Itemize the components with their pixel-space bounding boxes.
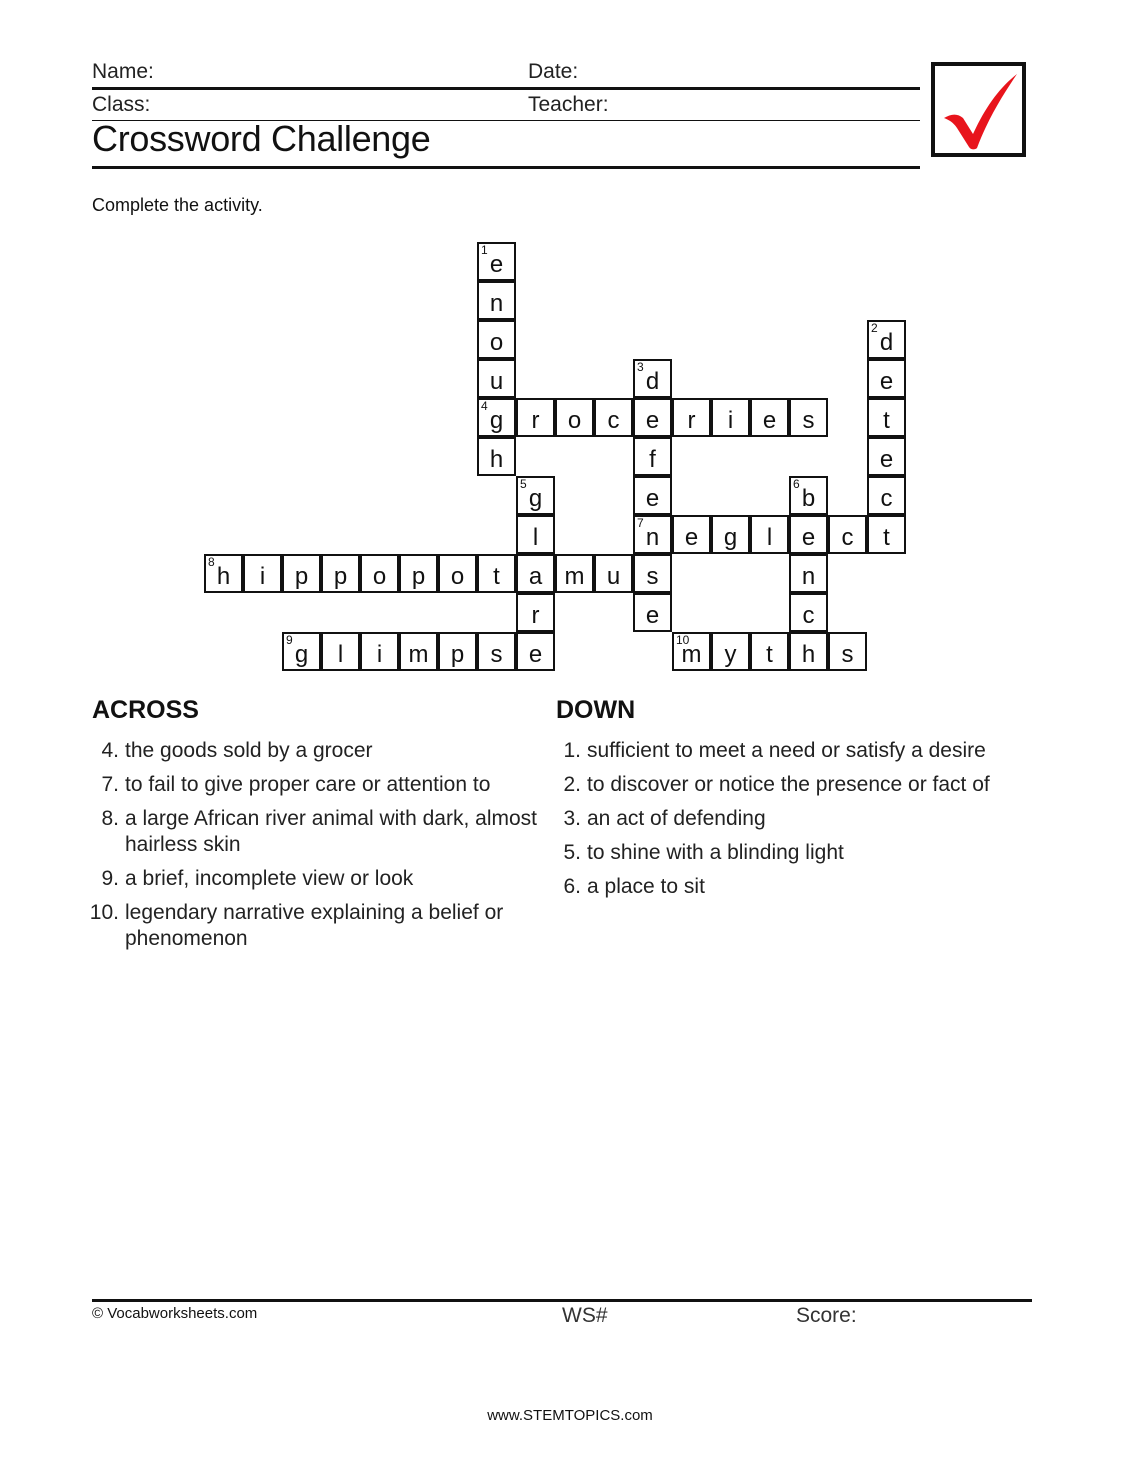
crossword-cell[interactable] — [711, 398, 750, 437]
cell-letter: u — [489, 368, 504, 395]
cell-letter: y — [724, 641, 737, 668]
crossword-cell[interactable] — [477, 398, 516, 437]
crossword-cell[interactable] — [633, 437, 672, 476]
crossword-cell[interactable] — [789, 632, 828, 671]
cell-letter: t — [883, 407, 890, 434]
cell-letter: r — [687, 407, 696, 434]
cell-letter: r — [531, 602, 540, 629]
cell-letter: n — [645, 524, 660, 551]
cell-letter: e — [762, 407, 777, 434]
cell-letter: m — [564, 563, 585, 590]
footer-rule — [92, 1299, 1032, 1302]
crossword-cell[interactable] — [594, 398, 633, 437]
crossword-cell[interactable] — [672, 515, 711, 554]
cell-letter: h — [216, 563, 231, 590]
across-clue: 7. to fail to give proper care or attention to — [101, 773, 491, 796]
crossword-cell[interactable] — [555, 398, 594, 437]
cell-letter: p — [450, 641, 465, 668]
cell-letter: d — [645, 368, 660, 395]
crossword-cell[interactable] — [516, 554, 555, 593]
cell-letter: e — [645, 485, 660, 512]
crossword-cell[interactable] — [789, 554, 828, 593]
cell-number: 8 — [208, 555, 215, 569]
cell-letter: e — [489, 251, 504, 278]
crossword-cell[interactable] — [516, 593, 555, 632]
crossword-cell[interactable] — [672, 398, 711, 437]
cell-letter: p — [333, 563, 348, 590]
crossword-cell[interactable] — [633, 476, 672, 515]
crossword-cell[interactable] — [789, 593, 828, 632]
cell-letter: t — [766, 641, 773, 668]
crossword-cell[interactable] — [750, 398, 789, 437]
crossword-cell[interactable] — [360, 632, 399, 671]
crossword-cell[interactable] — [828, 632, 867, 671]
cell-letter: l — [766, 524, 773, 551]
cell-letter: e — [879, 446, 894, 473]
crossword-cell[interactable] — [282, 632, 321, 671]
class-label: Class: — [92, 93, 151, 116]
cell-number: 6 — [793, 477, 800, 491]
across-clue: 10. legendary narrative explaining a belief or phenomenon — [89, 901, 504, 950]
crossword-cell[interactable] — [399, 554, 438, 593]
cell-letter: i — [376, 641, 383, 668]
cell-number: 4 — [481, 399, 488, 413]
down-clue: 3. an act of defending — [563, 807, 766, 830]
header-rule-3 — [92, 166, 920, 169]
crossword-cell[interactable] — [555, 554, 594, 593]
crossword-cell[interactable] — [750, 632, 789, 671]
crossword-cell[interactable] — [711, 515, 750, 554]
crossword-cell[interactable] — [282, 554, 321, 593]
across-clue: 4. the goods sold by a grocer — [101, 739, 373, 762]
teacher-label: Teacher: — [528, 93, 609, 116]
crossword-cell[interactable] — [477, 554, 516, 593]
crossword-cell[interactable] — [867, 476, 906, 515]
copyright: © Vocabworksheets.com — [92, 1305, 258, 1322]
crossword-cell[interactable] — [867, 515, 906, 554]
crossword-cell[interactable] — [243, 554, 282, 593]
logo — [931, 62, 1026, 157]
across-clue: 9. a brief, incomplete view or look — [101, 867, 414, 890]
cell-letter: n — [801, 563, 816, 590]
crossword-cell[interactable] — [399, 632, 438, 671]
crossword-cell[interactable] — [477, 632, 516, 671]
crossword-cell[interactable] — [789, 515, 828, 554]
crossword-cell[interactable] — [477, 359, 516, 398]
crossword-cell[interactable] — [438, 554, 477, 593]
cell-letter: s — [646, 563, 659, 590]
across-clues — [82, 738, 542, 960]
crossword-cell[interactable] — [477, 281, 516, 320]
cell-number: 7 — [637, 516, 644, 530]
cell-letter: b — [801, 485, 816, 512]
cell-letter: e — [879, 368, 894, 395]
crossword-cell[interactable] — [516, 398, 555, 437]
crossword-cell[interactable] — [633, 593, 672, 632]
crossword-cell[interactable] — [204, 554, 243, 593]
cell-number: 2 — [871, 321, 878, 335]
cell-letter: f — [649, 446, 656, 473]
crossword-cell[interactable] — [477, 320, 516, 359]
crossword-cell[interactable] — [711, 632, 750, 671]
crossword-cell[interactable] — [516, 515, 555, 554]
cell-letter: g — [489, 407, 504, 434]
cell-letter: a — [528, 563, 543, 590]
cell-letter: u — [606, 563, 621, 590]
crossword-cell[interactable] — [750, 515, 789, 554]
crossword-cell[interactable] — [477, 437, 516, 476]
down-clue: 6. a place to sit — [563, 875, 705, 898]
cell-letter: p — [411, 563, 426, 590]
page-title: Crossword Challenge — [92, 118, 431, 159]
instructions: Complete the activity. — [92, 195, 263, 215]
cell-letter: c — [880, 485, 893, 512]
cell-letter: h — [801, 641, 816, 668]
down-title: DOWN — [556, 696, 636, 724]
cell-letter: e — [645, 407, 660, 434]
cell-number: 1 — [481, 243, 488, 257]
crossword-cell[interactable] — [321, 554, 360, 593]
across-clue: 8. a large African river animal with dark, almost hairless skin — [101, 807, 537, 856]
site-link[interactable]: www.STEMTOPICS.com — [487, 1407, 653, 1424]
cell-letter: o — [372, 563, 387, 590]
down-clue: 1. sufficient to meet a need or satisfy a desire — [563, 739, 986, 762]
crossword-cell[interactable] — [789, 398, 828, 437]
across-title: ACROSS — [92, 696, 199, 724]
cell-number: 5 — [520, 477, 527, 491]
down-clue: 2. to discover or notice the presence or fact of — [563, 773, 990, 796]
cell-letter: s — [490, 641, 503, 668]
crossword-cell[interactable] — [360, 554, 399, 593]
crossword-cell[interactable] — [438, 632, 477, 671]
cell-letter: o — [450, 563, 465, 590]
cell-letter: g — [528, 485, 543, 512]
crossword-cell[interactable] — [867, 359, 906, 398]
cell-letter: l — [337, 641, 344, 668]
cell-letter: c — [802, 602, 815, 629]
cell-letter: s — [802, 407, 815, 434]
crossword-cell[interactable] — [594, 554, 633, 593]
cell-number: 10 — [676, 633, 690, 647]
crossword-cell[interactable] — [633, 554, 672, 593]
cell-letter: e — [528, 641, 543, 668]
crossword-cell[interactable] — [867, 320, 906, 359]
crossword-cell[interactable] — [516, 476, 555, 515]
down-clues — [544, 738, 1014, 908]
cell-letter: n — [489, 290, 504, 317]
crossword-cell[interactable] — [633, 515, 672, 554]
cell-letter: m — [408, 641, 429, 668]
cell-letter: c — [841, 524, 854, 551]
cell-letter: t — [883, 524, 890, 551]
cell-letter: h — [489, 446, 504, 473]
ws-label: WS# — [562, 1304, 608, 1327]
cell-letter: e — [801, 524, 816, 551]
cell-letter: l — [532, 524, 539, 551]
cell-letter: i — [259, 563, 266, 590]
crossword-cell[interactable] — [516, 632, 555, 671]
cell-letter: c — [607, 407, 620, 434]
score-label: Score: — [796, 1304, 857, 1327]
cell-letter: e — [645, 602, 660, 629]
cell-letter: p — [294, 563, 309, 590]
crossword-cell[interactable] — [633, 398, 672, 437]
cell-letter: r — [531, 407, 540, 434]
cell-letter: d — [879, 329, 894, 356]
cell-letter: m — [681, 641, 702, 668]
cell-letter: g — [294, 641, 309, 668]
cell-letter: o — [489, 329, 504, 356]
cell-letter: o — [567, 407, 582, 434]
down-clue: 5. to shine with a blinding light — [563, 841, 844, 864]
cell-number: 9 — [286, 633, 293, 647]
cell-letter: s — [841, 641, 854, 668]
header-rule-1 — [92, 87, 920, 90]
crossword-cell[interactable] — [633, 359, 672, 398]
checkmark-icon — [935, 66, 1022, 153]
name-label: Name: — [92, 60, 154, 83]
crossword-cell[interactable] — [867, 398, 906, 437]
date-label: Date: — [528, 60, 579, 83]
crossword-cell[interactable] — [477, 242, 516, 281]
crossword-cell[interactable] — [672, 632, 711, 671]
cell-letter: g — [723, 524, 738, 551]
crossword-cell[interactable] — [789, 476, 828, 515]
cell-number: 3 — [637, 360, 644, 374]
crossword-cell[interactable] — [867, 437, 906, 476]
cell-letter: i — [727, 407, 734, 434]
cell-letter: t — [493, 563, 500, 590]
crossword-cell[interactable] — [828, 515, 867, 554]
cell-letter: e — [684, 524, 699, 551]
crossword-cell[interactable] — [321, 632, 360, 671]
